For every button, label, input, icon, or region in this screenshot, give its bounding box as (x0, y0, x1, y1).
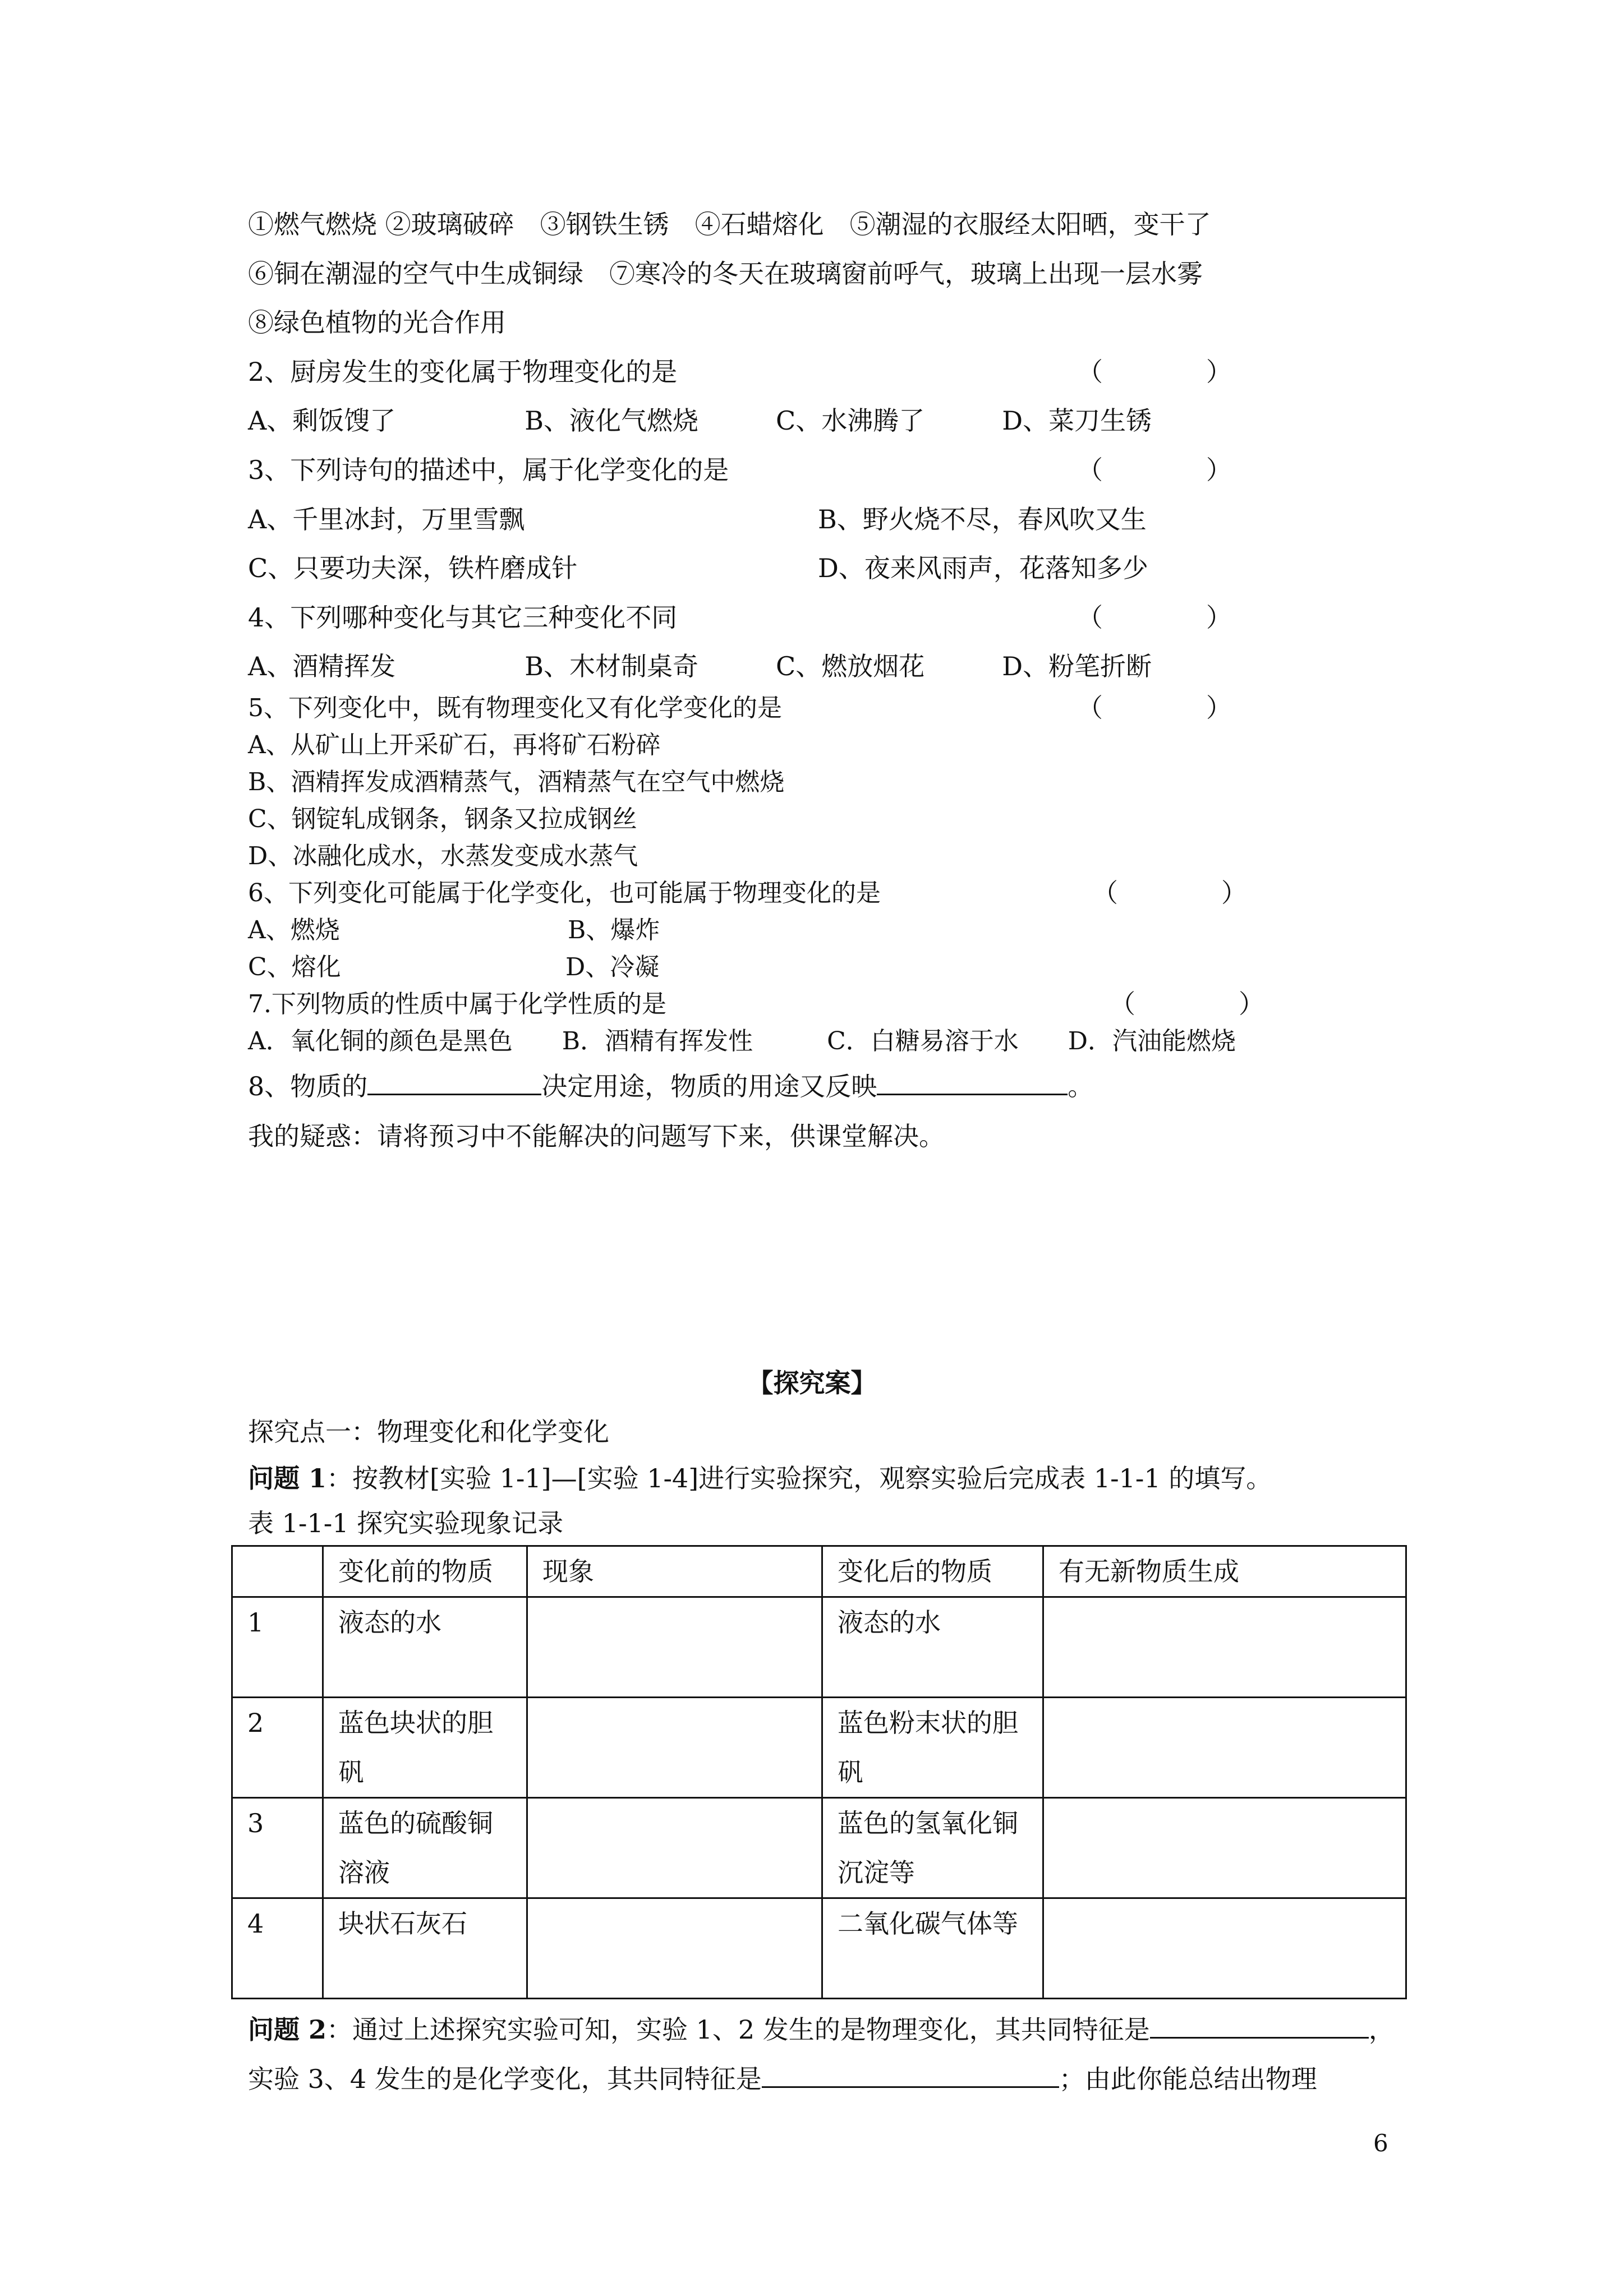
question-6-option-c: C、熔化 (248, 953, 341, 981)
problem-2-label: 问题 2 (248, 2014, 327, 2045)
table-cell: 4 (232, 1898, 323, 1999)
item-1-list-line-1: ①燃气燃烧 ②玻璃破碎 ③钢铁生锈 ④石蜡熔化 ⑤潮湿的衣服经太阳晒，变干了 (248, 209, 1211, 239)
question-6-option-b: B、爆炸 (568, 916, 660, 944)
question-6: 6、下列变化可能属于化学变化，也可能属于物理变化的是 (248, 879, 881, 907)
problem-2-text-3: ；由此你能总结出物理 (1059, 2064, 1317, 2094)
table-cell: 蓝色的氢氧化铜沉淀等 (822, 1798, 1043, 1898)
section-title: 【探究案】 (747, 1368, 877, 1398)
question-3-option-d: D、夜来风雨声，花落知多少 (818, 553, 1148, 583)
table-cell[interactable] (1043, 1597, 1406, 1698)
table-cell: 2 (232, 1698, 323, 1798)
question-7-answer-paren: （ ） (1110, 989, 1264, 1019)
question-3-answer-paren: （ ） (1077, 455, 1232, 485)
question-8-text-3: 。 (1068, 1071, 1094, 1101)
question-5-option-b: B、酒精挥发成酒精蒸气，酒精蒸气在空气中燃烧 (248, 768, 785, 796)
table-header-cell: 有无新物质生成 (1043, 1546, 1406, 1597)
question-2: 2、厨房发生的变化属于物理变化的是 (248, 357, 678, 387)
problem-2-text-1: ：通过上述探究实验可知，实验 1、2 发生的是物理变化，其共同特征是 (326, 2014, 1150, 2045)
table-cell: 块状石灰石 (323, 1898, 527, 1999)
question-8-text-1: 8、物质的 (248, 1071, 368, 1101)
problem-2-comma: ， (1368, 2014, 1395, 2045)
question-5-answer-paren: （ ） (1077, 693, 1232, 723)
table-cell: 液态的水 (822, 1597, 1043, 1698)
table-cell[interactable] (527, 1898, 822, 1999)
question-6-option-a: A、燃烧 (248, 916, 340, 944)
table-cell[interactable] (527, 1597, 822, 1698)
problem-1-label: 问题 1 (248, 1463, 327, 1493)
table-cell: 蓝色块状的胆矾 (323, 1698, 527, 1798)
problem-2-line-2 (248, 2062, 1317, 2096)
question-5-option-a: A、从矿山上开采矿石，再将矿石粉碎 (248, 731, 661, 759)
my-questions: 我的疑惑：请将预习中不能解决的问题写下来，供课堂解决。 (248, 1121, 945, 1151)
table-cell[interactable] (1043, 1698, 1406, 1798)
question-5-option-c: C、钢锭轧成钢条，钢条又拉成钢丝 (248, 805, 637, 833)
table-row (232, 1698, 1406, 1798)
question-8-blank-1[interactable] (367, 1069, 541, 1095)
question-4: 4、下列哪种变化与其它三种变化不同 (248, 602, 678, 633)
question-4-answer-paren: （ ） (1077, 602, 1232, 633)
problem-2-text-2: 实验 3、4 发生的是化学变化，其共同特征是 (248, 2064, 762, 2094)
question-8 (248, 1069, 1093, 1103)
table-caption: 表 1-1-1 探究实验现象记录 (248, 1508, 564, 1538)
table-header-row (232, 1546, 1406, 1597)
question-8-text-2: 决定用途，物质的用途又反映 (541, 1071, 877, 1101)
table-header-cell: 现象 (527, 1546, 822, 1597)
question-3-option-a: A、千里冰封，万里雪飘 (248, 504, 525, 534)
item-1-list-line-2: ⑥铜在潮湿的空气中生成铜绿 ⑦寒冷的冬天在玻璃窗前呼气，玻璃上出现一层水雾 (248, 259, 1203, 289)
table-row (232, 1597, 1406, 1698)
item-1-list-line-3: ⑧绿色植物的光合作用 (248, 307, 506, 338)
question-7-options: A．氧化铜的颜色是黑色 B．酒精有挥发性 C．白糖易溶于水 D．汽油能燃烧 (248, 1027, 1236, 1055)
question-8-blank-2[interactable] (877, 1069, 1068, 1095)
table-cell[interactable] (527, 1798, 822, 1898)
question-6-option-d: D、冷凝 (565, 953, 660, 981)
problem-2-line-1 (248, 2012, 1395, 2046)
table-cell: 液态的水 (323, 1597, 527, 1698)
table-cell: 蓝色的硫酸铜溶液 (323, 1798, 527, 1898)
table-header-cell (232, 1546, 323, 1597)
table-cell: 3 (232, 1798, 323, 1898)
table-cell: 1 (232, 1597, 323, 1698)
record-table (231, 1545, 1407, 1999)
question-4-options: A、酒精挥发 B、木材制桌奇 C、燃放烟花 D、粉笔折断 (248, 651, 1152, 681)
question-3-option-b: B、野火烧不尽，春风吹又生 (818, 504, 1147, 534)
table-cell[interactable] (1043, 1898, 1406, 1999)
table-row (232, 1798, 1406, 1898)
explore-point-1: 探究点一：物理变化和化学变化 (248, 1417, 609, 1447)
question-6-answer-paren: （ ） (1092, 878, 1247, 908)
table-header-cell: 变化后的物质 (822, 1546, 1043, 1597)
table-cell: 二氧化碳气体等 (822, 1898, 1043, 1999)
table-row (232, 1898, 1406, 1999)
question-5-option-d: D、冰融化成水，水蒸发变成水蒸气 (248, 842, 638, 870)
problem-1 (248, 1461, 1272, 1495)
question-3-option-c: C、只要功夫深，铁杵磨成针 (248, 553, 578, 583)
question-2-answer-paren: （ ） (1077, 357, 1232, 387)
table-cell[interactable] (1043, 1798, 1406, 1898)
problem-2-blank-1[interactable] (1150, 2012, 1369, 2039)
question-3: 3、下列诗句的描述中，属于化学变化的是 (248, 455, 729, 485)
problem-2-blank-2[interactable] (762, 2062, 1059, 2088)
page-number: 6 (1373, 2129, 1388, 2157)
question-7: 7.下列物质的性质中属于化学性质的是 (248, 990, 666, 1018)
table-cell: 蓝色粉末状的胆矾 (822, 1698, 1043, 1798)
question-5: 5、下列变化中，既有物理变化又有化学变化的是 (248, 694, 782, 722)
table-cell[interactable] (527, 1698, 822, 1798)
problem-1-text: ：按教材[实验 1-1]—[实验 1-4]进行实验探究，观察实验后完成表 1-1-1 的填写。 (326, 1463, 1272, 1493)
question-2-options: A、剩饭馊了 B、液化气燃烧 C、水沸腾了 D、菜刀生锈 (248, 405, 1152, 436)
table-header-cell: 变化前的物质 (323, 1546, 527, 1597)
